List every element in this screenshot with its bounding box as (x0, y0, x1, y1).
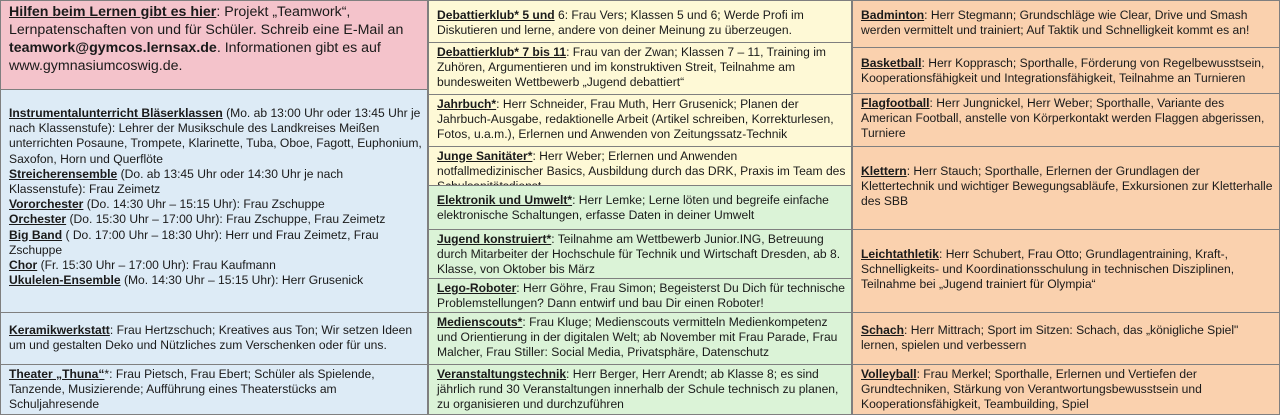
medienscouts-text: : Frau Kluge; Medienscouts vermitteln Medienkompetenz und Orientierung in der digitalen Welt; ab November mit Frau Parade, Frau Malcher, Frau Stiller: Social Media, Privatsphäre, Datenschutz (437, 315, 838, 360)
teamwork-text1: : Projekt „Teamwork“, Lernpatenschaften von und für Schüler. Schreib eine E-Mail an (9, 4, 404, 38)
theater-title: Theater „Thuna“ (9, 367, 105, 381)
debatte711-title: Debattierklub* 7 bis 11 (437, 45, 567, 59)
medienscouts-cell (428, 312, 852, 365)
music-item-title: Orchester (9, 212, 67, 227)
debatte711-text: : Frau van der Zwan; Klassen 7 – 11, Training im Zuhören, Argumentieren und im konstruktiven Streit, Teilnahme am bundesweiten Wettbewerb „Jugend debattiert“ (437, 45, 826, 90)
column-1 (0, 0, 428, 415)
music-item-streicher (9, 167, 422, 197)
music-item-chor (9, 258, 422, 273)
flagfootball-cell (852, 93, 1280, 147)
teamwork-email[interactable]: teamwork@gymcos.lernsax.de (9, 40, 217, 56)
basketball-cell (852, 47, 1280, 94)
badminton-title: Badminton (861, 8, 925, 22)
music-item-title: Ukulelen-Ensemble (9, 273, 121, 288)
leichtathletik-title: Leichtathletik (861, 247, 939, 261)
jahrbuch-text: : Herr Schneider, Frau Muth, Herr Grusenick; Planen der Jahrbuch-Ausgabe, redaktionelle Arbeit (Artikel schreiben, Korrekturlesen, Fotos, u.a.m.), Erlernen und Anwenden von Zeitungssatz-Technik (437, 97, 834, 142)
music-item-text: (Mo. ab 13:00 Uhr oder 13:45 Uhr je nach Klassenstufe): Lehrer der Musikschule des Landkreises Meißen unterrichten Posaune, Trompete, Klarinette, Tuba, Oboe, Fagott, Euphonium, Saxofon, Horn und Querflöte (9, 106, 422, 166)
jugendkonstruiert-cell (428, 229, 852, 279)
basketball-title: Basketball (861, 56, 922, 70)
music-item-orchester (9, 212, 422, 227)
keramik-title: Keramikwerkstatt (9, 323, 110, 337)
badminton-text: : Herr Stegmann; Grundschläge wie Clear, Drive und Smash werden vermittelt und trainiert; Auf Taktik und Schnelligkeit kommt es an! (861, 8, 1250, 38)
sanitaeter-text: : Herr Weber; Erlernen und Anwenden notfallmedizinischer Basics, Ausbildung durch das DRK, Praxis im Team des (437, 149, 846, 179)
basketball-text: : Herr Kopprasch; Sporthalle, Förderung von Regelbewusstsein, Kooperationsfähigkeit und Integrationsfähigkeit, Teilnahme an Turnieren (861, 56, 1265, 86)
music-item-blaeser (9, 106, 422, 167)
klettern-cell (852, 146, 1280, 230)
sanitaeter-cell (428, 146, 852, 186)
veranstaltung-cell (428, 364, 852, 415)
sanitaeter-title: Junge Sanitäter* (437, 149, 533, 163)
debatte56-title: Debattierklub* 5 und (437, 8, 555, 22)
music-item-text: (Do. 15:30 Uhr – 17:00 Uhr): Frau Zschuppe, Frau Zeimetz (66, 212, 386, 227)
debatte56-text: 6: Frau Vers; Klassen 5 und 6; Werde Profi im Diskutieren und lerne, andere von deiner Meinung zu überzeugen. (437, 8, 804, 38)
music-item-vororchester (9, 197, 422, 212)
lego-title: Lego-Roboter (437, 281, 517, 295)
teamwork-cell (0, 0, 428, 90)
leichtathletik-text: : Herr Schubert, Frau Otto; Grundlagentraining, Kraft-, Schnelligkeits- und Koordinationsschulung in technischen Disziplinen, Teilnahme bei „Jugend trainiert für Olympia“ (861, 247, 1235, 292)
music-item-title: Streicherensemble (9, 166, 118, 181)
teamwork-text2: . Informationen gibt es auf www.gymnasiumcoswig.de. (9, 40, 381, 74)
medienscouts-title: Medienscouts* (437, 315, 523, 329)
veranstaltung-text: : Herr Berger, Herr Arendt; ab Klasse 8; es sind jährlich rund 30 Veranstaltungen innerhalb der Schule technisch zu planen, zu organisieren und durchzuführen (437, 367, 839, 412)
lego-cell (428, 278, 852, 313)
elektronik-text: : Herr Lemke; Lerne löten und begreife einfache elektronische Schaltungen, erfasse Daten in deiner Umwelt (437, 193, 829, 223)
music-item-ukulele (9, 273, 422, 288)
jugendkonstruiert-title: Jugend konstruiert* (437, 232, 552, 246)
music-item-text: (Mo. 14:30 Uhr – 15:15 Uhr): Herr Grusenick (120, 273, 364, 288)
volleyball-title: Volleyball (861, 367, 917, 381)
debatte711-cell (428, 42, 852, 95)
music-item-title: Vororchester (9, 197, 84, 212)
keramik-cell (0, 312, 428, 365)
music-item-title: Instrumentalunterricht Bläserklassen (9, 106, 223, 120)
schach-title: Schach (861, 323, 905, 337)
flagfootball-text: : Herr Jungnickel, Herr Weber; Sporthalle, Variante des American Football, anstelle von Körperkontakt werden Flaggen abgerissen, Turniere (861, 96, 1265, 141)
music-cell (0, 89, 428, 313)
veranstaltung-title: Veranstaltungstechnik (437, 367, 567, 381)
jahrbuch-title: Jahrbuch* (437, 97, 497, 111)
jugendkonstruiert-text: : Teilnahme am Wettbewerb Junior.ING, Betreuung durch Mitarbeiter der Hochschule für Technik und Wirtschaft Dresden, ab 8. Klasse, von Oktober bis März (437, 232, 841, 277)
music-item-text: (Do. 14:30 Uhr – 15:15 Uhr): Frau Zschuppe (83, 197, 325, 212)
volleyball-text: : Frau Merkel; Sporthalle, Erlernen und Vertiefen der Grundtechniken, Stärkung von Verantwortungsbewusstsein und Kooperationsfähigkeit, Teambuilding, Spiel (861, 367, 1202, 412)
lego-text: : Herr Göhre, Frau Simon; Begeisterst Du Dich für technische Problemstellungen? Dann entwirf und bau Dir einen Roboter! (437, 281, 845, 311)
klettern-title: Klettern (861, 164, 907, 178)
klettern-text: : Herr Stauch; Sporthalle, Erlernen der Grundlagen der Klettertechnik und wichtiger Bewegungsabläufe, Exkursionen zur Kletterhalle des SBB (861, 164, 1273, 209)
schach-cell (852, 312, 1280, 365)
teamwork-title: Hilfen beim Lernen gibt es hier (9, 4, 217, 20)
music-item-text: (Fr. 15:30 Uhr – 17:00 Uhr): Frau Kaufmann (37, 258, 276, 273)
music-item-title: Big Band (9, 227, 63, 242)
jahrbuch-cell (428, 94, 852, 147)
music-item-text: ( Do. 17:00 Uhr – 18:30 Uhr): Herr und Frau Zeimetz, Frau Zschuppe (9, 227, 379, 257)
volleyball-cell (852, 364, 1280, 415)
theater-text: *: Frau Pietsch, Frau Ebert; Schüler als Spielende, Tanzende, Musizierende; Aufführung eines Theaterstücks am Schuljahresende (9, 367, 375, 412)
debatte56-cell (428, 0, 852, 43)
leichtathletik-cell (852, 229, 1280, 313)
keramik-text: : Frau Hertzschuch; Kreatives aus Ton; Wir setzen Ideen um und gestalten Deko und Nützliches zum Verschenken oder für uns. (9, 323, 413, 353)
schach-text: : Herr Mittrach; Sport im Sitzen: Schach, das „königliche Spiel" lernen, spielen und verbessern (861, 323, 1239, 353)
column-2 (428, 0, 852, 415)
badminton-cell (852, 0, 1280, 48)
music-item-title: Chor (9, 258, 38, 273)
music-item-text: (Do. ab 13:45 Uhr oder 14:30 Uhr je nach Klassenstufe): Frau Zeimetz (9, 166, 344, 197)
elektronik-title: Elektronik und Umwelt* (437, 193, 573, 207)
flagfootball-title: Flagfootball (861, 96, 930, 110)
theater-cell (0, 364, 428, 415)
music-item-bigband (9, 228, 422, 258)
column-3 (852, 0, 1280, 415)
elektronik-cell (428, 185, 852, 230)
